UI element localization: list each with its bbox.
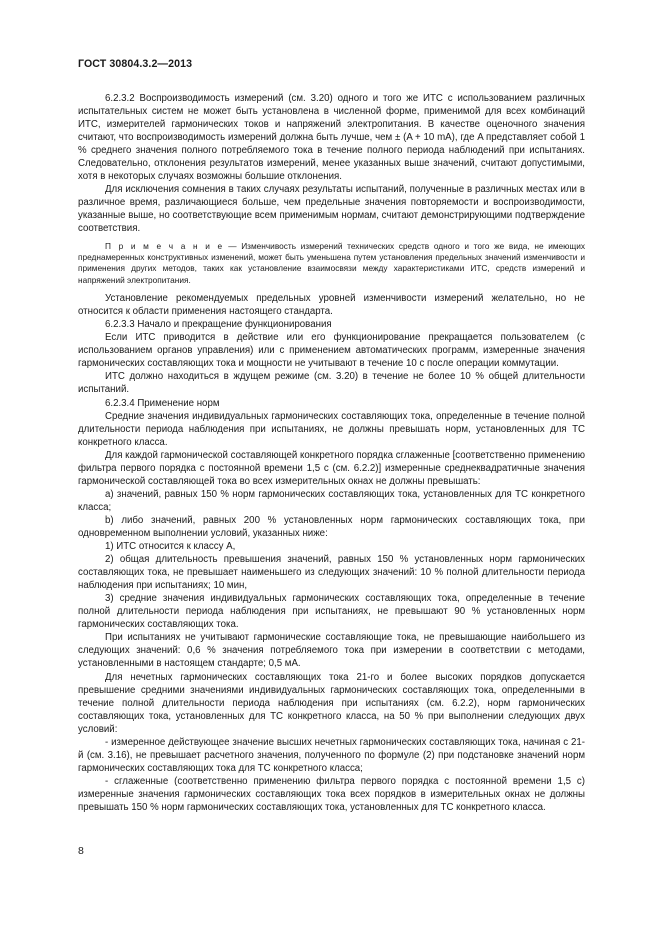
document-body bbox=[78, 92, 585, 814]
paragraph: Для каждой гармонической составляющей конкретного порядка сглаженные [соответственно применению фильтра первого порядка с постоянной времени 1,5 с (см. 6.2.2)] измеренные среднеквадратичные значения гармонической составляющей тока во всех измерительных окнах не должны превышать: bbox=[78, 449, 585, 487]
page-number: 8 bbox=[78, 845, 84, 857]
note-text: — Изменчивость измерений технических средств одного и того же вида, не имеющих преднамеренных конструктивных изменений, может быть уменьшена путем установления предельных значений изменчивости и применения других методов, таких как установление взаимосвязи между характеристиками ИТС, средств измерений и напряжений электропитания. bbox=[78, 240, 585, 285]
document-header: ГОСТ 30804.3.2—2013 bbox=[78, 58, 193, 70]
list-item-a: a) значений, равных 150 % норм гармонических составляющих тока, установленных для ТС конкретного класса; bbox=[78, 488, 585, 513]
paragraph: Для нечетных гармонических составляющих тока 21-го и более высоких порядков допускается превышение средними значениями индивидуальных гармонических составляющих тока, определенными в течение полной длительности периода наблюдения при испытаниях (см. 6.2.2), норм гармонических составляющих тока, установленных для ТС конкретного класса, на 50 % при выполнении следующих двух условий: bbox=[78, 671, 585, 735]
paragraph: Установление рекомендуемых предельных уровней изменчивости измерений желательно, но не относится к области применения настоящего стандарта. bbox=[78, 293, 585, 318]
paragraph: Если ИТС приводится в действие или его функционирование прекращается пользователем (с использованием органов управления) или с применением автоматических программ, измеренные значения гармонических составляющих тока и мощности не учитывают в течение 10 с после операции коммутации. bbox=[78, 332, 585, 370]
list-item-2: 2) общая длительность превышения значений, равных 150 % установленных норм гармонических составляющих тока, не превышает наименьшего из следующих значений: 10 % полной длительности периода наблюдения при испытаниях; 10 мин, bbox=[78, 554, 585, 592]
section-heading-6-2-3-3: 6.2.3.3 Начало и прекращение функционирования bbox=[105, 319, 332, 331]
paragraph: Для исключения сомнения в таких случаях результаты испытаний, полученные в различных местах или в различное время, различающиеся больше, чем предельные значения повторяемости и воспроизводимости, указанные выше, но соответствующие всем применимым нормам, считают демонстрирующими подтверждение соответствия. bbox=[78, 184, 585, 235]
section-heading-6-2-3-4: 6.2.3.4 Применение норм bbox=[105, 397, 220, 409]
list-item-3: 3) средние значения индивидуальных гармонических составляющих тока, определенные в течение полной длительности периода наблюдения при испытаниях, не превышают 90 % установленных норм гармонических составляющих тока. bbox=[78, 593, 585, 631]
note-label: П р и м е ч а н и е bbox=[105, 240, 224, 251]
dash-item: - сглаженные (соответственно применению фильтра первого порядка с постоянной времени 1,5 с) измеренные значения гармонических составляющих тока всех порядков в измерительных окнах не должны превышать 150 % норм гармонических составляющих тока, установленных для ТС конкретного класса. bbox=[78, 775, 585, 813]
list-item-1: 1) ИТС относится к классу A, bbox=[105, 541, 236, 553]
paragraph: Средние значения индивидуальных гармонических составляющих тока, определенные в течение полной длительности периода наблюдения при испытаниях, не должны превышать норм, установленных для ТС конкретного класса. bbox=[78, 410, 585, 448]
paragraph: ИТС должно находиться в ждущем режиме (см. 3.20) в течение не более 10 % общей длительности испытаний. bbox=[78, 371, 585, 396]
paragraph-6-2-3-2: 6.2.3.2 Воспроизводимость измерений (см. 3.20) одного и того же ИТС с использованием различных испытательных систем не может быть установлена в численной форме, применимой для всех комбинаций ИТС, измерителей гармонических токов и напряжений электропитания. В качестве оценочного значения считают, что воспроизводимость измерений должна быть лучше, чем ± (A + 10 mA), где A представляет собой 1 % среднего значения полного потребляемого тока в течение полного периода наблюдений при испытаниях. Следовательно, отклонения результатов измерений, менее указанных выше значений, считают допустимыми, хотя в некоторых случаях возможны большие отклонения. bbox=[78, 93, 585, 183]
note bbox=[78, 241, 585, 287]
paragraph: При испытаниях не учитывают гармонические составляющие тока, не превышающие наибольшего из следующих значений: 0,6 % значения потребляемого тока при измерении в соответствии с методами, установленными в настоящем стандарте; 0,5 мА. bbox=[78, 632, 585, 670]
dash-item: - измеренное действующее значение высших нечетных гармонических составляющих тока, начиная с 21-й (см. 3.16), не превышает расчетного значения, полученного по формуле (2) при подстановке значений норм гармонических составляющих тока для ТС конкретного класса; bbox=[78, 736, 585, 774]
list-item-b: b) либо значений, равных 200 % установленных норм гармонических составляющих тока, при одновременном выполнении условий, указанных ниже: bbox=[78, 514, 585, 539]
